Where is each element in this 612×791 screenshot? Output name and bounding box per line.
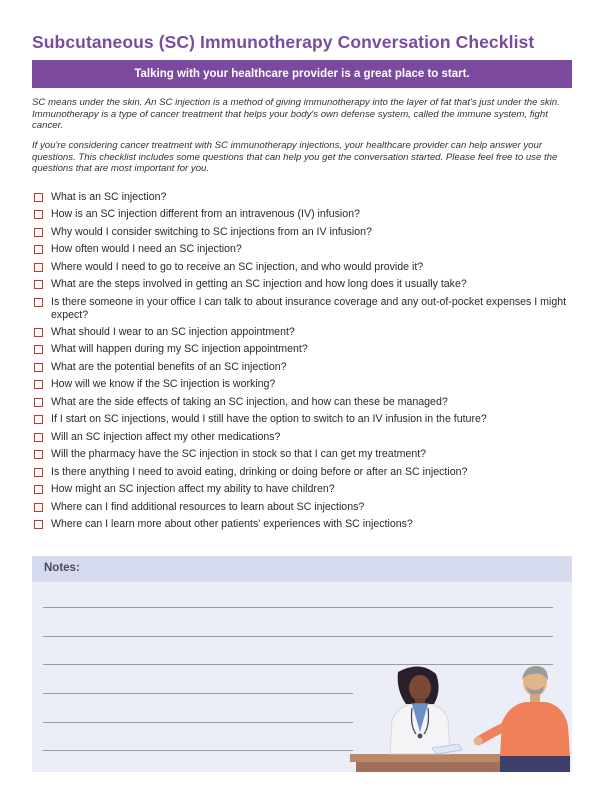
checkbox[interactable] — [34, 193, 43, 202]
question-text: Will the pharmacy have the SC injection in stock so that I can get my treatment? — [51, 448, 427, 461]
checkbox[interactable] — [34, 398, 43, 407]
question-text: What will happen during my SC injection appointment? — [51, 343, 308, 356]
checklist-item — [34, 466, 574, 479]
checkbox[interactable] — [34, 433, 43, 442]
question-text: How is an SC injection different from an intravenous (IV) infusion? — [51, 208, 360, 221]
checkbox[interactable] — [34, 280, 43, 289]
checkbox[interactable] — [34, 210, 43, 219]
checklist-item — [34, 518, 574, 531]
note-line[interactable] — [43, 607, 553, 608]
checklist-item — [34, 243, 574, 256]
checklist-item — [34, 296, 574, 321]
intro-paragraph: SC means under the skin. An SC injection is a method of giving immunotherapy into the layer of fat that's just under the skin. Immunotherapy is a type of cancer treatment that helps your body's own defense system, called the immune system, fight cancer. — [32, 97, 560, 131]
notes-label: Notes: — [44, 562, 80, 574]
checkbox[interactable] — [34, 228, 43, 237]
question-text: How often would I need an SC injection? — [51, 243, 242, 256]
banner: Talking with your healthcare provider is a great place to start. — [32, 60, 572, 88]
checkbox[interactable] — [34, 380, 43, 389]
question-text: Will an SC injection affect my other medications? — [51, 430, 281, 443]
checklist-item — [34, 226, 574, 239]
checkbox[interactable] — [34, 298, 43, 307]
checklist-item — [34, 278, 574, 291]
checklist-item — [34, 208, 574, 221]
note-line[interactable] — [43, 693, 353, 694]
intro-paragraph: If you're considering cancer treatment with SC immunotherapy injections, your healthcare provider can help answer your questions. This checklist includes some questions that can help you get the conversation started. Please feel free to use the questions that are most important for you. — [32, 140, 558, 174]
checkbox[interactable] — [34, 415, 43, 424]
notes-header — [32, 556, 572, 582]
question-text: What are the side effects of taking an SC injection, and how can these be managed? — [51, 395, 448, 408]
checkbox[interactable] — [34, 263, 43, 272]
checklist-item — [34, 431, 574, 444]
doctor-figure — [390, 666, 462, 754]
question-text: How might an SC injection affect my ability to have children? — [51, 483, 335, 496]
checklist-item — [34, 191, 574, 204]
checkbox[interactable] — [34, 485, 43, 494]
question-text: What should I wear to an SC injection appointment? — [51, 325, 295, 338]
checkbox[interactable] — [34, 363, 43, 372]
question-text: Is there someone in your office I can talk to about insurance coverage and any out-of-pocket expenses I might expect? — [51, 295, 567, 321]
question-checklist — [34, 191, 574, 536]
question-text: Why would I consider switching to SC injections from an IV infusion? — [51, 225, 372, 238]
checklist-item — [34, 396, 574, 409]
checkbox[interactable] — [34, 503, 43, 512]
question-text: How will we know if the SC injection is working? — [51, 378, 276, 391]
checklist-item — [34, 326, 574, 339]
note-line[interactable] — [43, 722, 353, 723]
question-text: What is an SC injection? — [51, 191, 167, 203]
question-text: Where would I need to go to receive an SC injection, and who would provide it? — [51, 260, 424, 273]
checkbox[interactable] — [34, 328, 43, 337]
notes-panel — [32, 556, 572, 772]
checkbox[interactable] — [34, 345, 43, 354]
question-text: What are the steps involved in getting an SC injection and how long does it usually take? — [51, 278, 467, 291]
checkbox[interactable] — [34, 520, 43, 529]
question-text: Where can I learn more about other patients' experiences with SC injections? — [51, 518, 413, 531]
checkbox[interactable] — [34, 450, 43, 459]
note-line[interactable] — [43, 636, 553, 637]
doctor-patient-illustration — [350, 660, 572, 772]
note-line[interactable] — [43, 750, 353, 751]
question-text: What are the potential benefits of an SC injection? — [51, 360, 287, 373]
question-text: If I start on SC injections, would I still have the option to switch to an IV infusion in the future? — [51, 413, 487, 426]
checklist-item — [34, 378, 574, 391]
checklist-item — [34, 483, 574, 496]
checklist-item — [34, 343, 574, 356]
checklist-item — [34, 448, 574, 461]
checklist-item — [34, 361, 574, 374]
checklist-item — [34, 261, 574, 274]
question-text: Is there anything I need to avoid eating, drinking or doing before or after an SC injection? — [51, 465, 468, 478]
checklist-item — [34, 501, 574, 514]
page-title: Subcutaneous (SC) Immunotherapy Conversation Checklist — [32, 32, 535, 52]
checklist-item — [34, 413, 574, 426]
checkbox[interactable] — [34, 468, 43, 477]
checkbox[interactable] — [34, 245, 43, 254]
question-text: Where can I find additional resources to learn about SC injections? — [51, 500, 365, 513]
